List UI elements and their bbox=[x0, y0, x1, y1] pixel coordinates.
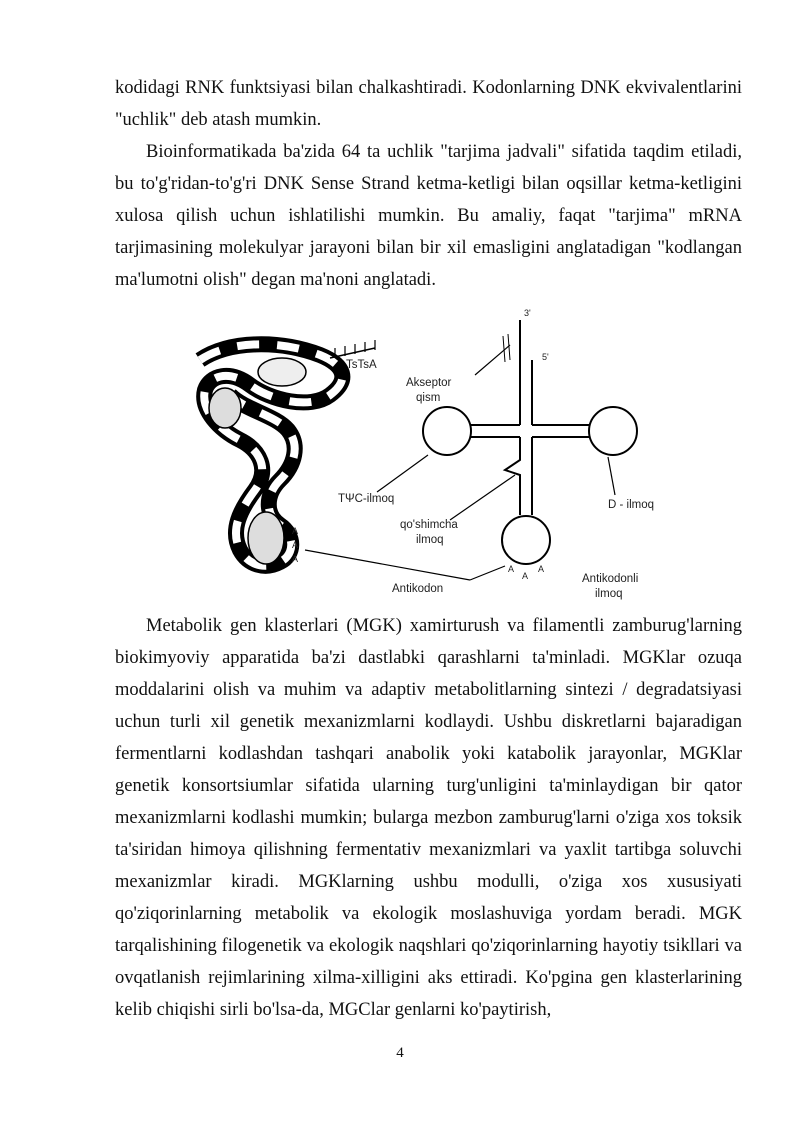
label-akseptor-2: qism bbox=[416, 392, 441, 404]
label-akseptor-1: Akseptor bbox=[406, 377, 452, 389]
paragraph-2: Bioinformatikada ba'zida 64 ta uchlik "tarjima jadvali" sifatida taqdim etiladi, bu to'g'ridan-to'g'ri DNK Sense Strand ketma-ketligi bilan oqsillar ketma-ketligini xulosa qilish uchun ishlatilishi mumkin. Bu amaliy, faqat "tarjima" mRNA tarjimasining molekulyar jarayoni bilan bir xil emasligini anglatadigan "kodlangan ma'lumotni olish" degan ma'noni anglatadi. bbox=[115, 142, 742, 290]
label-d-loop: D - ilmoq bbox=[608, 499, 655, 511]
label-3-end: 3' bbox=[524, 308, 531, 318]
label-codon-a1: A bbox=[508, 564, 515, 574]
trna-3d-ribbon bbox=[200, 340, 375, 566]
label-a-1: A bbox=[292, 526, 299, 536]
label-tstsa: TsTsA bbox=[346, 359, 377, 371]
text-block-bottom bbox=[115, 610, 742, 1026]
paragraph-3: Metabolik gen klasterlari (MGK) xamirturush va filamentli zamburug'larning biokimyoviy apparatida ba'zi dastlabki qarashlarni ta'minladi. MGKlar ozuqa moddalarini olish va muhim va adaptiv metabolitlarning sintezi / degradatsiyasi uchun turli xil genetik mexanizmlarni kodlaydi. Ushbu diskretlarni bajaradigan fermentlarni kodlashdan tashqari anabolik yoki katabolik jarayonlar, MGKlar genetik konsortsiumlar sifatida ularning turg'unligini ta'minlaydigan bir qator mexanizmlarni kodlashi mumkin; bularga mezbon zamburug'larni o'ziga xos toksik ta'siridan himoya qilishning fermentativ mexanizmlari va yaxlit tartibga soluvchi mexanizmlar kiradi. MGKlarning ushbu modulli, o'ziga xos xususiyati qo'ziqorinlarning metabolik va ekologik moslashuviga yordam beradi. MGK tarqalishining filogenetik va ekologik naqshlari qo'ziqorinlarning hayotiy tsikllari va ovqatlanish rejimlarining xilma-xilligini aks ettiradi. Ko'pgina gen klasterlarining kelib chiqishi sirli bo'lsa-da, MGClar genlarni ko'paytirish, bbox=[115, 616, 742, 1020]
leader-lines bbox=[305, 345, 615, 580]
label-tpsic-loop: TΨC-ilmoq bbox=[338, 493, 395, 505]
label-anticodon: Antikodon bbox=[392, 583, 444, 595]
page-number: 4 bbox=[396, 1045, 404, 1061]
trna-diagram bbox=[170, 300, 690, 605]
label-anticodon-loop-1: Antikodonli bbox=[582, 573, 639, 585]
label-a-3: A bbox=[292, 554, 299, 564]
label-5-end: 5' bbox=[542, 352, 549, 362]
label-codon-a3: A bbox=[538, 564, 545, 574]
label-codon-a2: A bbox=[522, 571, 529, 581]
label-anticodon-loop-2: ilmoq bbox=[595, 588, 623, 600]
label-a-2: A bbox=[292, 540, 299, 550]
label-extra-2: ilmoq bbox=[416, 534, 444, 546]
trna-figure bbox=[170, 300, 690, 605]
text-block-top bbox=[115, 72, 742, 296]
paragraph-1: kodidagi RNK funktsiyasi bilan chalkashtiradi. Kodonlarning DNK ekvivalentlarini "uchlik" deb atash mumkin. bbox=[115, 78, 742, 130]
label-extra-1: qo'shimcha bbox=[400, 519, 458, 531]
